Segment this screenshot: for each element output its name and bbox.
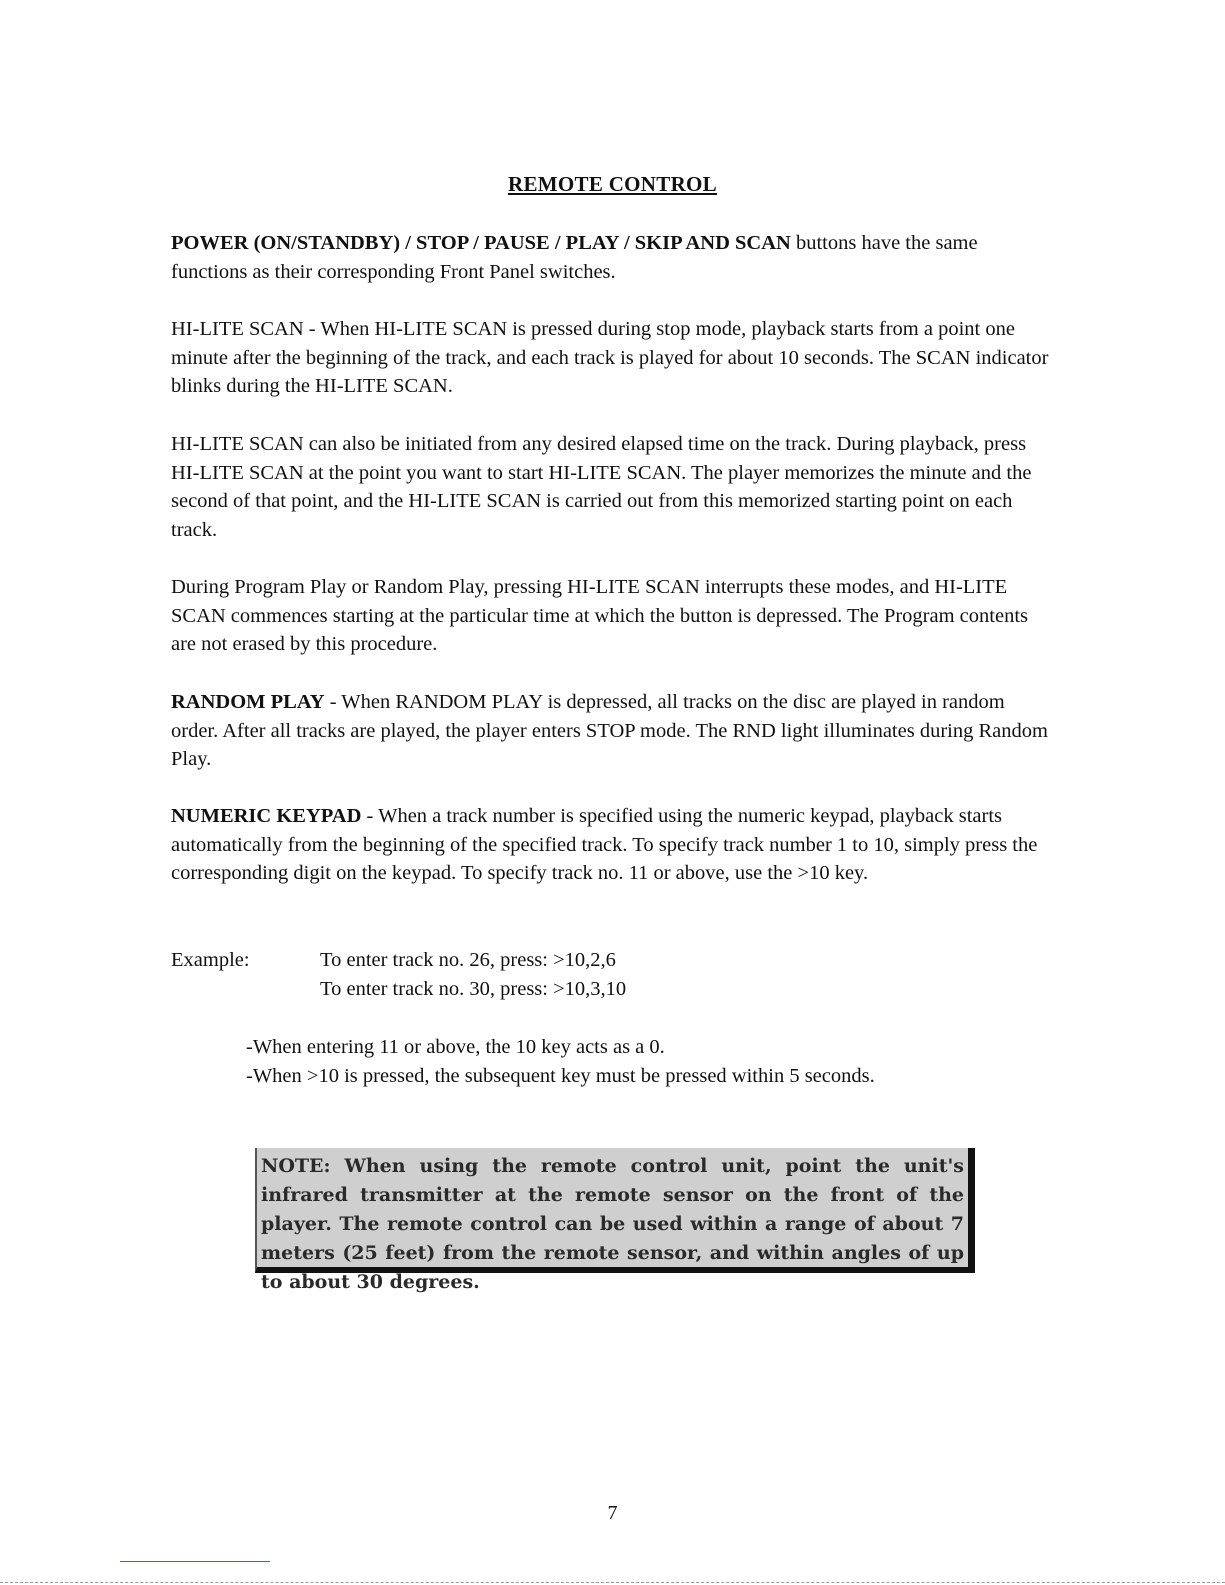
- numeric-keypad-text: - When a track number is specified using the numeric keypad, playback starts automatically from the beginning of the specified track. To specify track number 1 to 10, simply press the corresponding digit on the keypad. To specify track no. 11 or above, use the >10 key.: [171, 805, 1038, 884]
- page-title: REMOTE CONTROL: [508, 172, 717, 196]
- footer-rule: [120, 1561, 270, 1562]
- paragraph-random-play: [171, 688, 1051, 774]
- numeric-keypad-heading: NUMERIC KEYPAD: [171, 805, 362, 827]
- power-buttons-heading: POWER (ON/STANDBY) / STOP / PAUSE / PLAY / SKIP AND SCAN: [171, 232, 791, 254]
- paragraph-numeric-keypad: [171, 802, 1051, 888]
- random-play-text: - When RANDOM PLAY is depressed, all tracks on the disc are played in random order. After all tracks are played, the player enters STOP mode. The RND light illuminates during Random Play.: [171, 691, 1048, 770]
- example-label: Example:: [171, 949, 250, 971]
- keypad-note: -When >10 is pressed, the subsequent key must be pressed within 5 seconds.: [246, 1065, 875, 1087]
- note-box: NOTE: When using the remote control unit, point the unit's infrared transmitter at the remote sensor on the front of the player. The remote control can be used within a range of about 7 meters (25 feet) from the remote sensor, and within angles of up to about 30 degrees.: [255, 1148, 975, 1273]
- power-buttons-text: buttons have the same functions as their corresponding Front Panel switches.: [171, 232, 978, 283]
- paragraph-hilite-scan-elapsed: HI-LITE SCAN can also be initiated from any desired elapsed time on the track. During playback, press HI-LITE SCAN at the point you want to start HI-LITE SCAN. The player memorizes the minute and the second of that point, and the HI-LITE SCAN is carried out from this memorized starting point on each track.: [171, 433, 1032, 541]
- keypad-notes: [246, 1033, 875, 1091]
- example-line: To enter track no. 26, press: >10,2,6: [320, 949, 616, 971]
- example-line: To enter track no. 30, press: >10,3,10: [320, 978, 627, 1000]
- example-lines: [320, 946, 626, 1004]
- page-number: 7: [607, 1502, 618, 1524]
- keypad-note: -When entering 11 or above, the 10 key acts as a 0.: [246, 1036, 665, 1058]
- paragraph-power-buttons: [171, 229, 1051, 286]
- page-bottom-rule: [0, 1582, 1225, 1583]
- paragraph-hilite-scan: HI-LITE SCAN - When HI-LITE SCAN is pressed during stop mode, playback starts from a point one minute after the beginning of the track, and each track is played for about 10 seconds. The SCAN indicator blinks during the HI-LITE SCAN.: [171, 318, 1049, 397]
- random-play-heading: RANDOM PLAY: [171, 691, 325, 713]
- paragraph-program-random-play: During Program Play or Random Play, pressing HI-LITE SCAN interrupts these modes, and HI-LITE SCAN commences starting at the particular time at which the button is depressed. The Program contents are not erased by this procedure.: [171, 576, 1028, 655]
